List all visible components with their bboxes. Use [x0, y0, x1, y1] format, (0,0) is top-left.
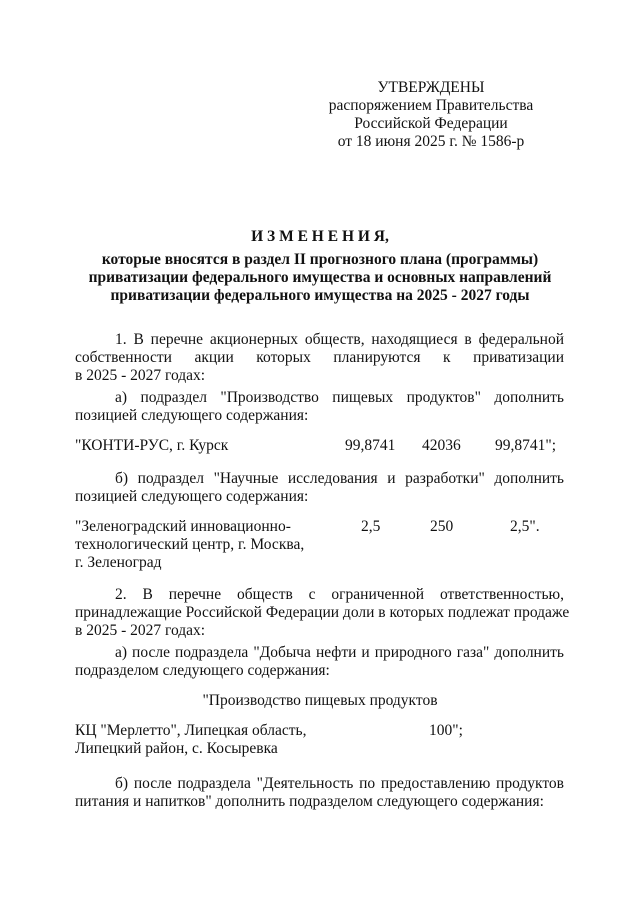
row-a-value-1: 99,8741 — [345, 437, 396, 454]
row-b-name-line-1: "Зеленоградский инновационно- — [75, 518, 291, 535]
section2-line-1: 2. В перечне обществ с ограниченной ответственностью, — [115, 586, 564, 603]
row-c-value-1: 100"; — [429, 722, 463, 739]
approval-line-1: распоряжением Правительства — [328, 97, 534, 114]
row-a-value-3: 99,8741"; — [495, 437, 557, 454]
section2-line-2: принадлежащие Российской Федерации доли в которых подлежат продаже — [75, 604, 570, 621]
section2-line-3: в 2025 - 2027 годах: — [75, 622, 206, 639]
row-c-name-line-1: КЦ "Мерлетто", Липецкая область, — [75, 722, 307, 739]
row-c-name-line-2: Липецкий район, с. Косыревка — [75, 740, 278, 757]
document-subtitle-1: которые вносятся в раздел II прогнозного плана (программы) — [101, 251, 539, 268]
section2-item-b-line-2: питания и напитков" дополнить подразделом следующего содержания: — [75, 793, 544, 810]
row-b-name-line-2: технологический центр, г. Москва, — [75, 536, 305, 553]
section1-item-b-line-2: позицией следующего содержания: — [75, 488, 309, 505]
section2-item-a-line-1: а) после подраздела "Добыча нефти и природного газа" дополнить — [115, 644, 564, 661]
section2-item-b-line-1: б) после подраздела "Деятельность по предоставлению продуктов — [115, 775, 564, 792]
approval-heading: УТВЕРЖДЕНЫ — [377, 79, 485, 96]
document-subtitle-2: приватизации федерального имущества и основных направлений — [88, 269, 552, 286]
section1-item-b-line-1: б) подраздел "Научные исследования и разработки" дополнить — [115, 470, 564, 487]
section1-line-3: в 2025 - 2027 годах: — [75, 367, 206, 384]
row-b-value-3: 2,5". — [510, 518, 540, 535]
row-a-value-2: 42036 — [422, 437, 461, 454]
approval-line-2: Российской Федерации — [354, 115, 508, 132]
row-b-name-line-3: г. Зеленоград — [75, 554, 162, 571]
row-a-name: "КОНТИ-РУС, г. Курск — [75, 437, 229, 454]
section2-item-a-line-2: подразделом следующего содержания: — [75, 662, 330, 679]
section1-item-a-line-2: позицией следующего содержания: — [75, 407, 309, 424]
section1-line-1: 1. В перечне акционерных обществ, находящиеся в федеральной — [115, 331, 564, 348]
approval-line-3: от 18 июня 2025 г. № 1586-р — [337, 133, 525, 150]
section1-line-2: собственности акции которых планируются к приватизации — [75, 349, 564, 366]
section2-subheading: "Производство пищевых продуктов — [202, 692, 438, 709]
document-title: И З М Е Н Е Н И Я, — [251, 228, 389, 245]
document-subtitle-3: приватизации федерального имущества на 2025 - 2027 годы — [110, 287, 530, 304]
row-b-value-2: 250 — [430, 518, 454, 535]
section1-item-a-line-1: а) подраздел "Производство пищевых продуктов" дополнить — [115, 389, 564, 406]
row-b-value-1: 2,5 — [361, 518, 381, 535]
